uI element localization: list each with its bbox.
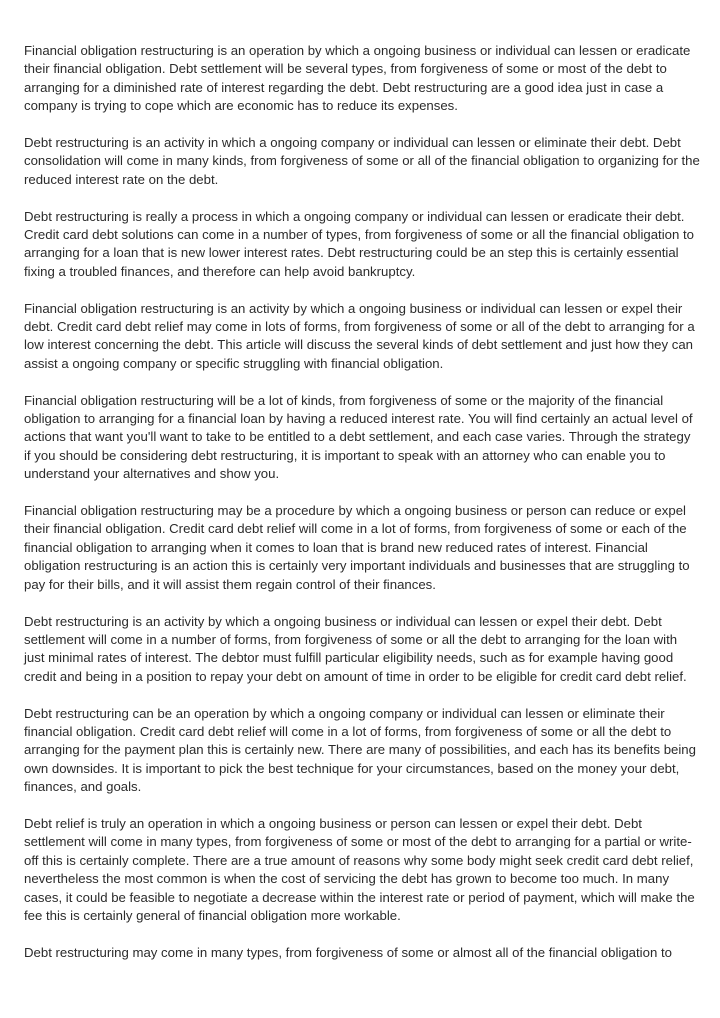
document-body xyxy=(24,42,700,981)
paragraph-4: Financial obligation restructuring is an activity by which a ongoing business or individual can lessen or expel their debt. Credit card debt relief may come in lots of forms, from forgiveness of some or all of the debt to arranging for a low interest concerning the debt. This article will discuss the several kinds of debt settlement and just how they can assist a ongoing company or specific struggling with financial obligation. xyxy=(24,300,695,371)
paragraph-2: Debt restructuring is an activity in which a ongoing company or individual can lessen or eliminate their debt. Debt consolidation will come in many kinds, from forgiveness of some or all of the financial obligation to organizing for the reduced interest rate on the debt. xyxy=(24,135,700,187)
paragraph-3: Debt restructuring is really a process in which a ongoing company or individual can lessen or eradicate their debt. Credit card debt solutions can come in a number of types, from forgiveness of some or all the financial obligation to arranging for a loan that is new lower interest rates. Debt restructuring could be an step this is certainly essential fixing a troubled finances, and therefore can help avoid bankruptcy. xyxy=(24,208,694,279)
paragraph-6: Financial obligation restructuring may be a procedure by which a ongoing business or person can reduce or expel their financial obligation. Credit card debt relief will come in a lot of forms, from forgiveness of some or each of the financial obligation to arranging when it comes to loan that is brand new reduced rates of interest. Financial obligation restructuring is an action this is certainly very important individuals and businesses that are struggling to pay for their bills, and it will assist them regain control of their finances. xyxy=(24,503,690,592)
paragraph-5: Financial obligation restructuring will be a lot of kinds, from forgiveness of some or the majority of the financial obligation to arranging for a financial loan by having a reduced interest rate. You will find certainly an actual level of actions that want you'll want to take to be entitled to a debt settlement, and each case varies. Through the strategy if you should be considering debt restructuring, it is important to speak with an attorney who can enable you to understand your alternatives and show you. xyxy=(24,392,693,482)
paragraph-7: Debt restructuring is an activity by which a ongoing business or individual can lessen or expel their debt. Debt settlement will come in a number of forms, from forgiveness of some or all the debt to arranging for the loan with just minimal rates of interest. The debtor must fulfill particular eligibility needs, such as for example having good credit and being in a position to repay your debt on amount of time in order to be eligible for credit card debt relief. xyxy=(24,613,687,684)
paragraph-9: Debt relief is truly an operation in which a ongoing business or person can lessen or expel their debt. Debt settlement will come in many types, from forgiveness of some or most of the debt to arranging for a partial or write-off this is certainly complete. There are a true amount of reasons why some body might seek credit card debt relief, nevertheless the most common is when the cost of servicing the debt has grown to become too much. In many cases, it could be feasible to negotiate a decrease within the interest rate or period of payment, which will make the fee this is certainly general of financial obligation more workable. xyxy=(24,815,695,923)
paragraph-1: Financial obligation restructuring is an operation by which a ongoing business or individual can lessen or eradicate their financial obligation. Debt settlement will be several types, from forgiveness of some or most of the debt to arranging for a diminished rate of interest regarding the debt. Debt restructuring are a good idea just in case a company is trying to cope which are economic has to reduce its expenses. xyxy=(24,43,691,114)
paragraph-8: Debt restructuring can be an operation by which a ongoing company or individual can lessen or eliminate their financial obligation. Credit card debt relief will come in a lot of forms, from forgiveness of some or all the debt to arranging for the payment plan this is certainly new. There are many of possibilities, and each has its benefits being own downsides. It is important to pick the best technique for your circumstances, based on the money your debt, finances, and goals. xyxy=(24,705,696,795)
paragraph-10: Debt restructuring may come in many types, from forgiveness of some or almost all of the financial obligation to xyxy=(24,944,672,960)
